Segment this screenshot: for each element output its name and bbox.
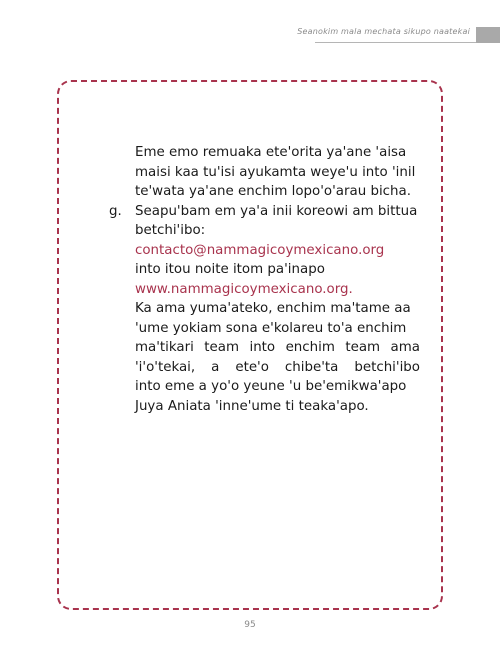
closing-line: into eme a yo'o yeune ꞌu beꞌemikwa'apo: [135, 379, 407, 394]
list-item-g: [109, 202, 420, 417]
intro-line: maisi kaa tuꞌisi ayukamta weye'u into ꞌinil: [135, 164, 416, 180]
connector-line: into itou noite itom paꞌinapo: [135, 262, 325, 277]
closing-line: maꞌtikari team into enchim team ama: [135, 340, 420, 355]
intro-line: Eme emo remuaka eteꞌorita ya'ane ꞌaisa: [135, 145, 407, 160]
running-header: Seanokim mala mechata sikupo naatekai: [297, 27, 470, 36]
body-text: [109, 143, 420, 416]
item-second-line: betchi'ibo:: [135, 223, 206, 238]
item-first-line: Seapuꞌbam em ya'a inii koreowi am bittua: [135, 203, 418, 219]
item-marker: g.: [109, 203, 122, 219]
page-number: 95: [244, 620, 256, 630]
header-tab: [476, 27, 500, 43]
item-first-row: [109, 202, 420, 222]
closing-line: ꞌume yokiam sona eꞌkolareu toꞌa enchim: [135, 320, 407, 336]
header-rule: [315, 42, 483, 43]
email-link[interactable]: contacto@nammagicoymexicano.org: [135, 242, 385, 258]
closing-line: Juya Aniata ꞌinne'ume ti teaka'apo.: [135, 398, 369, 414]
intro-paragraph: [135, 143, 420, 202]
closing-line: Ka ama yuma'ateko, enchim maꞌtame aa: [135, 301, 411, 316]
closing-line: ꞌiꞌoꞌtekai, a eteꞌo chibeꞌta betchi'ibo: [135, 359, 420, 375]
intro-line: teꞌwata ya'ane enchim lopoꞌoꞌarau bicha.: [135, 184, 411, 199]
website-link[interactable]: www.nammagicoymexicano.org.: [135, 281, 353, 297]
